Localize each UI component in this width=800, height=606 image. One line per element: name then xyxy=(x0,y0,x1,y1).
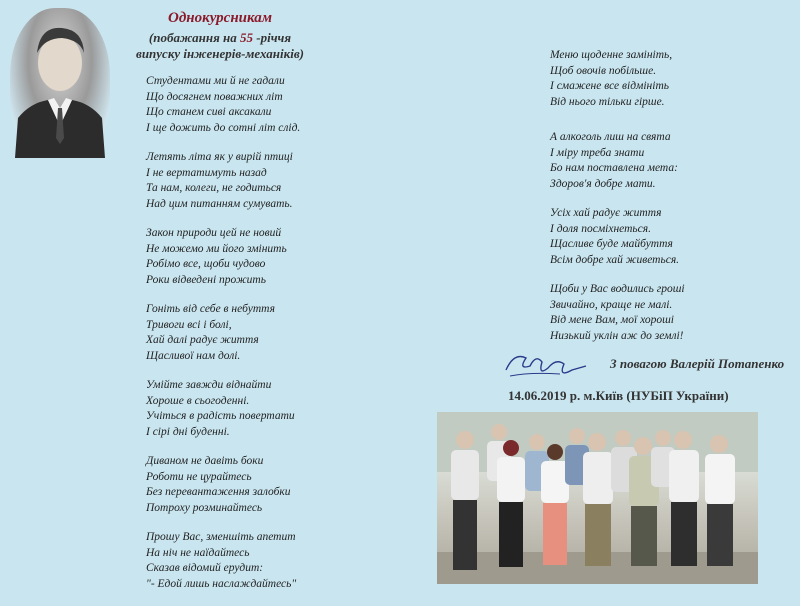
handwritten-signature xyxy=(500,348,590,384)
verse-line: Щоб овочів побільше. xyxy=(550,64,657,77)
stanza xyxy=(146,226,406,288)
stanza xyxy=(146,302,406,364)
verse-line: Гоніть від себе в небуття xyxy=(146,303,275,315)
verse-line: Не можемо ми його змінить xyxy=(146,242,287,255)
verse-line: Потроху розминайтесь xyxy=(146,501,263,514)
verse-line: Хай далі радує життя xyxy=(146,334,259,346)
verse-line: Без перевантаження залобки xyxy=(146,486,291,498)
verse-line: Щасливої нам долі. xyxy=(146,349,241,362)
signature-block xyxy=(500,348,790,384)
verse-line: Робімо все, щоби чудово xyxy=(146,258,266,270)
verse-line: Всім добре хай живеться. xyxy=(550,253,680,266)
date-location: 14.06.2019 р. м.Київ (НУБіП України) xyxy=(508,388,729,403)
verse-line: Низький уклін аж до землі! xyxy=(550,329,684,342)
verse-line: Бо нам поставлена мета: xyxy=(550,162,678,174)
verse-line: Роботи не цурайтесь xyxy=(146,470,252,483)
verse-line: Диваном не давіть боки xyxy=(146,455,264,467)
verse-line: На ніч не наїдайтесь xyxy=(146,546,250,559)
group-photo xyxy=(437,412,758,584)
verse-line: Меню щоденне замініть, xyxy=(550,49,673,61)
verse-line: І ще дожить до сотні літ слід. xyxy=(146,121,301,134)
stanza xyxy=(550,206,790,268)
author-portrait xyxy=(10,8,110,158)
verse-line: Учіться в радість повертати xyxy=(146,410,295,422)
subtitle-prefix: (побажання на xyxy=(148,30,241,45)
verse-line: Звичайно, краще не малі. xyxy=(550,298,673,311)
verse-line: Та нам, колеги, не годиться xyxy=(146,182,282,194)
subtitle-line-2: випуску інженерів-механіків) xyxy=(136,46,304,61)
poem-left-column xyxy=(146,74,406,606)
stanza xyxy=(146,74,406,136)
verse-line: Щоби у Вас водились гроші xyxy=(550,283,685,295)
verse-line: Від мене Вам, мої хороші xyxy=(550,314,675,326)
stanza xyxy=(146,454,406,516)
verse-line: А алкоголь лиш на свята xyxy=(550,131,671,143)
verse-line: Роки відведені прожить xyxy=(146,273,266,286)
verse-line: І сірі дні буденні. xyxy=(146,425,230,438)
verse-line: Що станем сиві аксакали xyxy=(146,106,272,118)
stanza xyxy=(550,130,790,192)
signature-text: З повагою Валерій Потапенко xyxy=(610,356,785,371)
verse-line: Щасливе буде майбуття xyxy=(550,238,673,250)
verse-line: Закон природи цей не новий xyxy=(146,227,282,239)
verse-line: Прошу Вас, зменшіть апетит xyxy=(146,531,296,543)
verse-line: Усіх хай радує життя xyxy=(550,207,662,219)
stanza xyxy=(550,48,790,110)
verse-line: І доля посміхнеться. xyxy=(550,222,651,235)
verse-line: Умійте завжди віднайти xyxy=(146,379,272,391)
verse-line: І міру треба знати xyxy=(550,146,645,159)
verse-line: Сказав відомий ерудит: xyxy=(146,562,264,574)
poem-right-column xyxy=(550,48,790,358)
verse-line: Тривоги всі і болі, xyxy=(146,318,232,331)
stanza xyxy=(146,378,406,440)
verse-line: Над цим питанням сумувать. xyxy=(146,197,293,210)
verse-line: Летять літа як у вирій птиці xyxy=(146,151,293,163)
stanza xyxy=(146,150,406,212)
verse-line: Студентами ми й не гадали xyxy=(146,75,285,87)
verse-line: І не вертатимуть назад xyxy=(146,166,267,179)
verse-line: "- Едой лишь наслаждайтесь" xyxy=(146,577,297,590)
anniversary-number: 55 xyxy=(240,30,254,45)
stanza xyxy=(550,282,790,344)
subtitle-suffix: -річчя xyxy=(253,30,292,45)
poem-title: Однокурсникам xyxy=(168,10,272,26)
verse-line: Що досягнем поважних літ xyxy=(146,90,283,103)
stanza xyxy=(146,530,406,592)
verse-line: Здоров'я добре мати. xyxy=(550,177,656,190)
poem-subtitle xyxy=(120,30,320,62)
verse-line: І смажене все відмініть xyxy=(550,80,669,92)
verse-line: Хороше в сьогоденні. xyxy=(146,394,250,407)
verse-line: Від нього тільки гірше. xyxy=(550,95,665,108)
